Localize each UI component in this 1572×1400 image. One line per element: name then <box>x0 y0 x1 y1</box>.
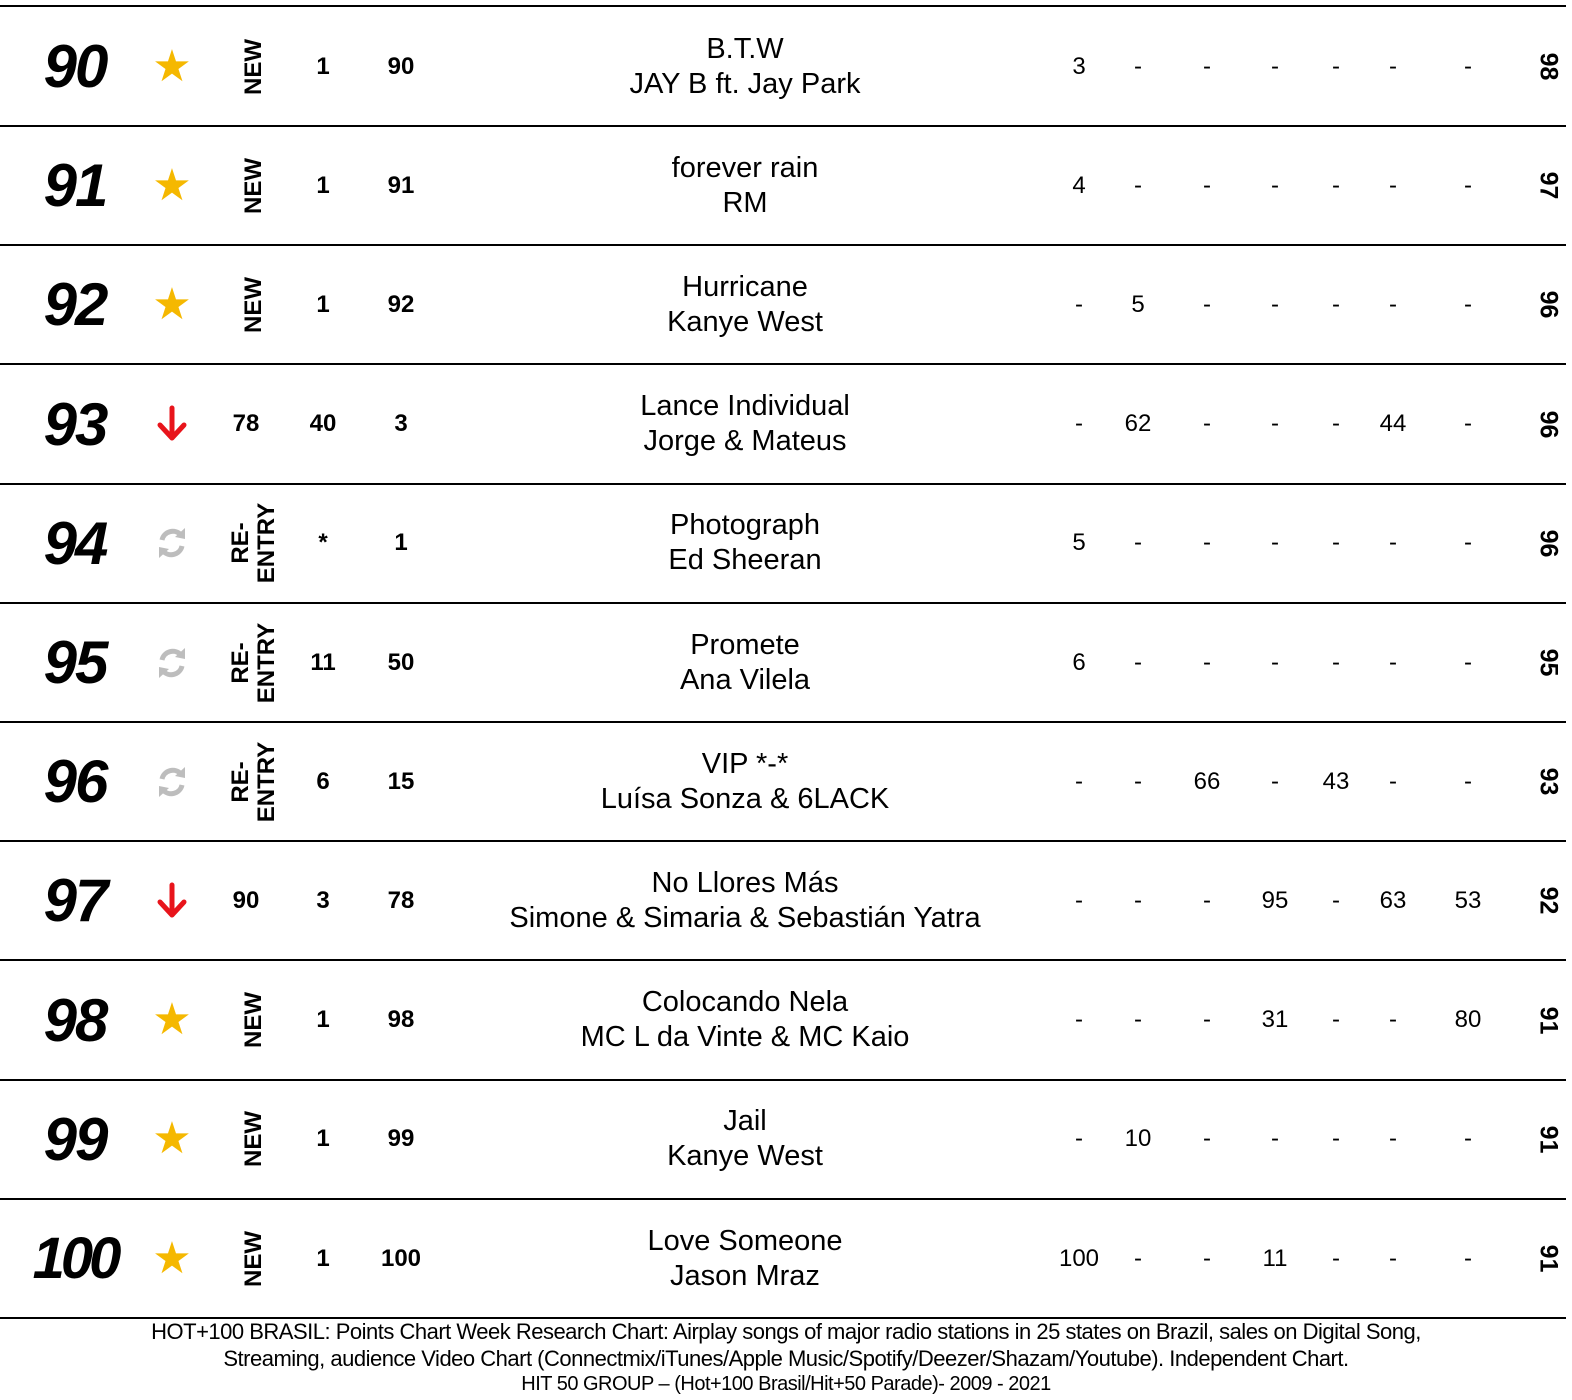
weeks-on-chart: 1 <box>394 529 408 557</box>
points-text: 96 <box>1534 290 1563 319</box>
peak-position: 6 <box>316 767 330 795</box>
peak-position: * <box>318 529 328 557</box>
source-position: 63 <box>1379 886 1407 914</box>
source-position: - <box>1332 290 1340 318</box>
song-info <box>450 245 1040 364</box>
source-position: - <box>1271 529 1279 557</box>
source-position: - <box>1271 410 1279 438</box>
source-position: 80 <box>1454 1006 1482 1034</box>
source-position: - <box>1134 648 1142 676</box>
song-info <box>450 841 1040 960</box>
chart-row <box>0 365 1572 484</box>
source-position: - <box>1271 648 1279 676</box>
peak-position: 1 <box>316 171 330 199</box>
song-artist: Simone & Simaria & Sebastián Yatra <box>509 901 981 934</box>
source-position: - <box>1389 52 1397 80</box>
source-position: 5 <box>1072 529 1086 557</box>
peak-position: 1 <box>316 52 330 80</box>
song-artist: Ana Vilela <box>679 663 811 696</box>
chart-row <box>0 961 1572 1080</box>
points-value <box>1530 1080 1566 1199</box>
song-artist: MC L da Vinte & MC Kaio <box>580 1021 910 1054</box>
points-value <box>1530 484 1566 603</box>
source-position: - <box>1389 1125 1397 1153</box>
song-title: Jail <box>723 1105 767 1138</box>
points-value <box>1530 722 1566 841</box>
status-label-text: NEW <box>240 38 267 95</box>
source-position: - <box>1271 171 1279 199</box>
source-position: - <box>1134 529 1142 557</box>
source-position: - <box>1332 1006 1340 1034</box>
points-value <box>1530 841 1566 960</box>
chart-row <box>0 841 1572 960</box>
song-info <box>450 961 1040 1080</box>
status-label-text: NEW <box>240 992 267 1049</box>
weeks-on-chart: 98 <box>387 1006 415 1034</box>
song-title: Photograph <box>670 509 820 542</box>
chart-row <box>0 1080 1572 1199</box>
weeks-on-chart: 3 <box>394 410 408 438</box>
points-value <box>1530 7 1566 126</box>
chart-row <box>0 126 1572 245</box>
weeks-on-chart: 92 <box>387 290 415 318</box>
points-text: 98 <box>1534 52 1563 81</box>
last-week-position: 90 <box>232 886 260 914</box>
weeks-on-chart: 100 <box>380 1244 422 1272</box>
rank-number: 98 <box>43 986 107 1054</box>
status-label <box>226 1199 282 1318</box>
reentry-icon <box>148 484 196 603</box>
star-icon: ★ <box>152 160 192 210</box>
source-position: 10 <box>1124 1125 1152 1153</box>
source-position: - <box>1332 52 1340 80</box>
points-text: 97 <box>1534 171 1563 200</box>
source-position: 62 <box>1124 410 1152 438</box>
points-value <box>1530 961 1566 1080</box>
peak-position: 40 <box>309 410 337 438</box>
star-icon: ★ <box>152 279 192 329</box>
song-artist: Luísa Sonza & 6LACK <box>600 782 890 815</box>
status-label <box>226 1080 282 1199</box>
source-position: - <box>1203 648 1211 676</box>
status-label <box>226 603 282 722</box>
source-position: 66 <box>1193 767 1221 795</box>
song-info <box>450 1199 1040 1318</box>
points-text: 93 <box>1534 767 1563 796</box>
source-position: - <box>1464 529 1472 557</box>
source-position: - <box>1332 648 1340 676</box>
source-position: 100 <box>1058 1244 1100 1272</box>
peak-position: 11 <box>310 648 336 676</box>
source-position: 11 <box>1262 1244 1288 1272</box>
status-label-text: RE- ENTRY <box>227 622 281 703</box>
song-info <box>450 365 1040 484</box>
source-position: 95 <box>1261 886 1289 914</box>
source-position: - <box>1389 529 1397 557</box>
weeks-on-chart: 78 <box>387 886 415 914</box>
source-position: - <box>1075 290 1083 318</box>
peak-position: 1 <box>316 1125 330 1153</box>
song-title: Colocando Nela <box>641 986 849 1019</box>
weeks-on-chart: 15 <box>387 767 415 795</box>
source-position: - <box>1203 1006 1211 1034</box>
rank-number: 94 <box>43 509 107 577</box>
song-title: Promete <box>690 628 800 661</box>
source-position: - <box>1271 1125 1279 1153</box>
source-position: - <box>1332 171 1340 199</box>
status-label-text: RE- ENTRY <box>227 503 281 584</box>
source-position: - <box>1075 410 1083 438</box>
song-info <box>450 1080 1040 1199</box>
source-position: 43 <box>1322 767 1350 795</box>
points-text: 95 <box>1534 648 1563 677</box>
source-position: - <box>1389 767 1397 795</box>
source-position: - <box>1332 886 1340 914</box>
source-position: 31 <box>1261 1006 1289 1034</box>
source-position: 53 <box>1454 886 1482 914</box>
down-arrow-icon <box>148 841 196 960</box>
footer-line-1: HOT+100 BRASIL: Points Chart Week Research Chart: Airplay songs of major radio stations in 25 states on Brazil, sales on Digital Song, <box>151 1319 1421 1344</box>
source-position: - <box>1075 886 1083 914</box>
source-position: 3 <box>1072 52 1086 80</box>
source-position: - <box>1389 290 1397 318</box>
song-title: B.T.W <box>706 32 784 65</box>
reentry-icon <box>148 603 196 722</box>
source-position: - <box>1332 1125 1340 1153</box>
status-label <box>226 961 282 1080</box>
source-position: - <box>1134 52 1142 80</box>
weeks-on-chart: 90 <box>387 52 415 80</box>
source-position: - <box>1271 52 1279 80</box>
status-label-text: NEW <box>240 276 267 333</box>
points-value <box>1530 126 1566 245</box>
rank-number: 99 <box>43 1105 107 1173</box>
song-artist: Kanye West <box>667 305 823 338</box>
source-position: - <box>1464 410 1472 438</box>
source-position: - <box>1203 410 1211 438</box>
song-info <box>450 7 1040 126</box>
source-position: - <box>1332 1244 1340 1272</box>
rank-number: 92 <box>43 271 107 339</box>
source-position: - <box>1464 52 1472 80</box>
source-position: - <box>1203 171 1211 199</box>
chart-row <box>0 245 1572 364</box>
points-value <box>1530 365 1566 484</box>
weeks-on-chart: 50 <box>387 648 415 676</box>
source-position: - <box>1075 767 1083 795</box>
points-value <box>1530 245 1566 364</box>
source-position: - <box>1464 648 1472 676</box>
rank-number: 100 <box>32 1226 118 1291</box>
song-title: Lance Individual <box>640 390 850 423</box>
star-icon: ★ <box>152 41 192 91</box>
source-position: - <box>1203 1125 1211 1153</box>
star-icon: ★ <box>152 1114 192 1164</box>
source-position: - <box>1389 648 1397 676</box>
source-position: - <box>1271 290 1279 318</box>
source-position: - <box>1464 171 1472 199</box>
source-position: - <box>1464 1244 1472 1272</box>
chart-row <box>0 722 1572 841</box>
chart-row <box>0 484 1572 603</box>
chart-row <box>0 1199 1572 1318</box>
source-position: - <box>1464 1125 1472 1153</box>
status-label-text: RE- ENTRY <box>227 741 281 822</box>
source-position: - <box>1464 290 1472 318</box>
source-position: - <box>1203 1244 1211 1272</box>
source-position: - <box>1271 767 1279 795</box>
song-title: Hurricane <box>682 270 808 303</box>
source-position: - <box>1134 1244 1142 1272</box>
source-position: - <box>1389 1244 1397 1272</box>
weeks-on-chart: 99 <box>387 1125 415 1153</box>
status-label-text: NEW <box>240 1230 267 1287</box>
points-text: 96 <box>1534 410 1563 438</box>
points-text: 91 <box>1534 1244 1563 1273</box>
source-position: 5 <box>1131 290 1145 318</box>
weeks-on-chart: 91 <box>387 171 415 199</box>
song-artist: RM <box>722 186 768 219</box>
song-info <box>450 603 1040 722</box>
rank-number: 95 <box>43 629 107 696</box>
source-position: - <box>1389 171 1397 199</box>
song-title: Love Someone <box>647 1224 843 1257</box>
peak-position: 1 <box>316 1006 330 1034</box>
song-info <box>450 484 1040 603</box>
points-value <box>1530 603 1566 722</box>
status-label <box>226 722 282 841</box>
song-artist: Jason Mraz <box>670 1259 820 1292</box>
status-label <box>226 245 282 364</box>
points-text: 92 <box>1534 886 1563 915</box>
status-label <box>226 484 282 603</box>
source-position: - <box>1203 52 1211 80</box>
song-title: forever rain <box>671 151 819 184</box>
source-position: - <box>1134 171 1142 199</box>
song-artist: JAY B ft. Jay Park <box>629 67 861 100</box>
points-text: 96 <box>1534 529 1563 558</box>
source-position: - <box>1075 1125 1083 1153</box>
last-week-position: 78 <box>232 410 260 438</box>
song-artist: Jorge & Mateus <box>643 425 847 458</box>
points-text: 91 <box>1534 1125 1563 1154</box>
footer <box>0 1318 1572 1400</box>
chart-row <box>0 7 1572 126</box>
status-label <box>226 126 282 245</box>
source-position: - <box>1332 410 1340 438</box>
rank-number: 91 <box>43 152 107 220</box>
source-position: - <box>1332 529 1340 557</box>
source-position: - <box>1389 1006 1397 1034</box>
song-info <box>450 126 1040 245</box>
song-artist: Ed Sheeran <box>668 544 822 577</box>
rank-number: 93 <box>43 390 107 458</box>
source-position: - <box>1464 767 1472 795</box>
star-icon: ★ <box>152 1233 192 1283</box>
peak-position: 3 <box>316 886 330 914</box>
peak-position: 1 <box>316 1244 330 1272</box>
down-arrow-icon <box>148 365 196 484</box>
song-info <box>450 722 1040 841</box>
source-position: 6 <box>1072 648 1086 676</box>
rank-number: 90 <box>43 33 107 100</box>
status-label <box>226 7 282 126</box>
source-position: - <box>1203 290 1211 318</box>
rank-number: 96 <box>43 748 107 816</box>
rank-number: 97 <box>43 867 107 935</box>
song-title: VIP *-* <box>701 747 789 780</box>
source-position: 4 <box>1072 171 1086 199</box>
points-text: 91 <box>1534 1006 1563 1034</box>
song-title: No Llores Más <box>651 866 839 899</box>
song-artist: Kanye West <box>667 1140 823 1173</box>
source-position: - <box>1203 529 1211 557</box>
footer-line-3: HIT 50 GROUP – (Hot+100 Brasil/Hit+50 Parade)- 2009 - 2021 <box>521 1373 1051 1395</box>
source-position: - <box>1134 1006 1142 1034</box>
star-icon: ★ <box>152 995 192 1045</box>
status-label-text: NEW <box>240 157 267 214</box>
points-value <box>1530 1199 1566 1318</box>
source-position: 44 <box>1379 410 1407 438</box>
source-position: - <box>1134 767 1142 795</box>
footer-line-2: Streaming, audience Video Chart (Connectmix/iTunes/Apple Music/Spotify/Deezer/Shazam/Youtube). Independent Chart. <box>223 1346 1349 1371</box>
source-position: - <box>1203 886 1211 914</box>
source-position: - <box>1134 886 1142 914</box>
reentry-icon <box>148 722 196 841</box>
source-position: - <box>1075 1006 1083 1034</box>
chart-row <box>0 603 1572 722</box>
status-label-text: NEW <box>240 1111 267 1168</box>
peak-position: 1 <box>316 290 330 318</box>
